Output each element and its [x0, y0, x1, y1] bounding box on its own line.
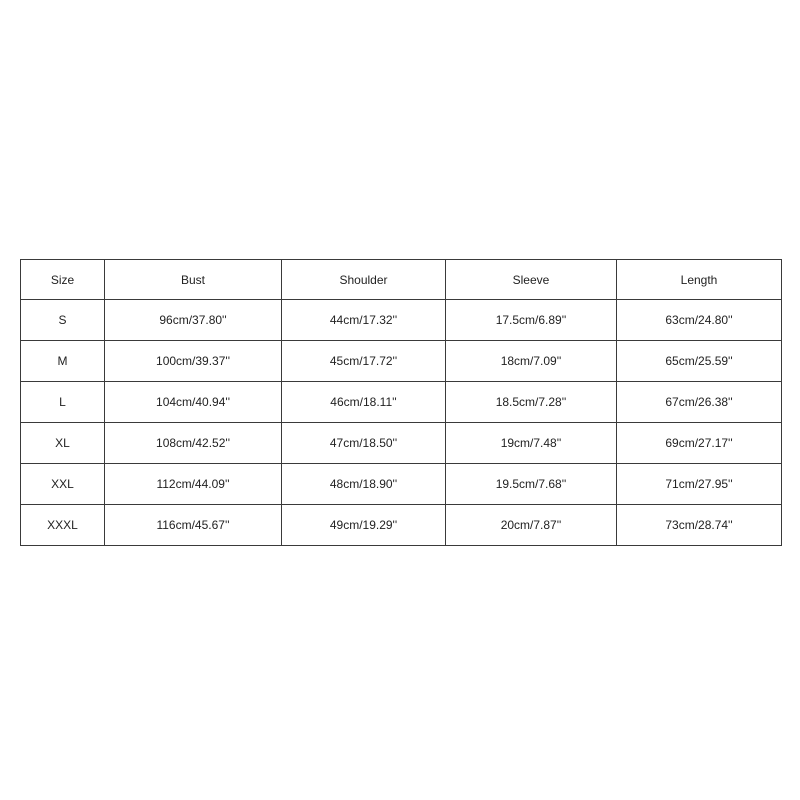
cell-sleeve: 18cm/7.09'' — [446, 341, 617, 382]
cell-size: XXL — [21, 464, 105, 505]
cell-sleeve: 19.5cm/7.68'' — [446, 464, 617, 505]
cell-sleeve: 18.5cm/7.28'' — [446, 382, 617, 423]
cell-length: 73cm/28.74'' — [617, 505, 782, 546]
table-row — [21, 382, 782, 423]
header-sleeve: Sleeve — [446, 260, 617, 300]
cell-shoulder: 45cm/17.72'' — [282, 341, 446, 382]
cell-length: 69cm/27.17'' — [617, 423, 782, 464]
header-length: Length — [617, 260, 782, 300]
cell-size: L — [21, 382, 105, 423]
cell-sleeve: 20cm/7.87'' — [446, 505, 617, 546]
table-row — [21, 464, 782, 505]
cell-bust: 104cm/40.94'' — [105, 382, 282, 423]
header-bust: Bust — [105, 260, 282, 300]
cell-shoulder: 44cm/17.32'' — [282, 300, 446, 341]
table-row — [21, 423, 782, 464]
table-row — [21, 300, 782, 341]
cell-bust: 100cm/39.37'' — [105, 341, 282, 382]
cell-length: 63cm/24.80'' — [617, 300, 782, 341]
cell-length: 65cm/25.59'' — [617, 341, 782, 382]
cell-shoulder: 48cm/18.90'' — [282, 464, 446, 505]
cell-length: 67cm/26.38'' — [617, 382, 782, 423]
cell-bust: 96cm/37.80'' — [105, 300, 282, 341]
size-chart-table — [20, 259, 782, 546]
table-row — [21, 505, 782, 546]
table-row — [21, 341, 782, 382]
cell-bust: 116cm/45.67'' — [105, 505, 282, 546]
cell-size: XL — [21, 423, 105, 464]
header-shoulder: Shoulder — [282, 260, 446, 300]
cell-bust: 112cm/44.09'' — [105, 464, 282, 505]
cell-shoulder: 47cm/18.50'' — [282, 423, 446, 464]
table-header-row — [21, 260, 782, 300]
header-size: Size — [21, 260, 105, 300]
cell-size: S — [21, 300, 105, 341]
cell-shoulder: 49cm/19.29'' — [282, 505, 446, 546]
cell-sleeve: 17.5cm/6.89'' — [446, 300, 617, 341]
cell-size: M — [21, 341, 105, 382]
cell-sleeve: 19cm/7.48'' — [446, 423, 617, 464]
cell-length: 71cm/27.95'' — [617, 464, 782, 505]
cell-bust: 108cm/42.52'' — [105, 423, 282, 464]
cell-shoulder: 46cm/18.11'' — [282, 382, 446, 423]
cell-size: XXXL — [21, 505, 105, 546]
